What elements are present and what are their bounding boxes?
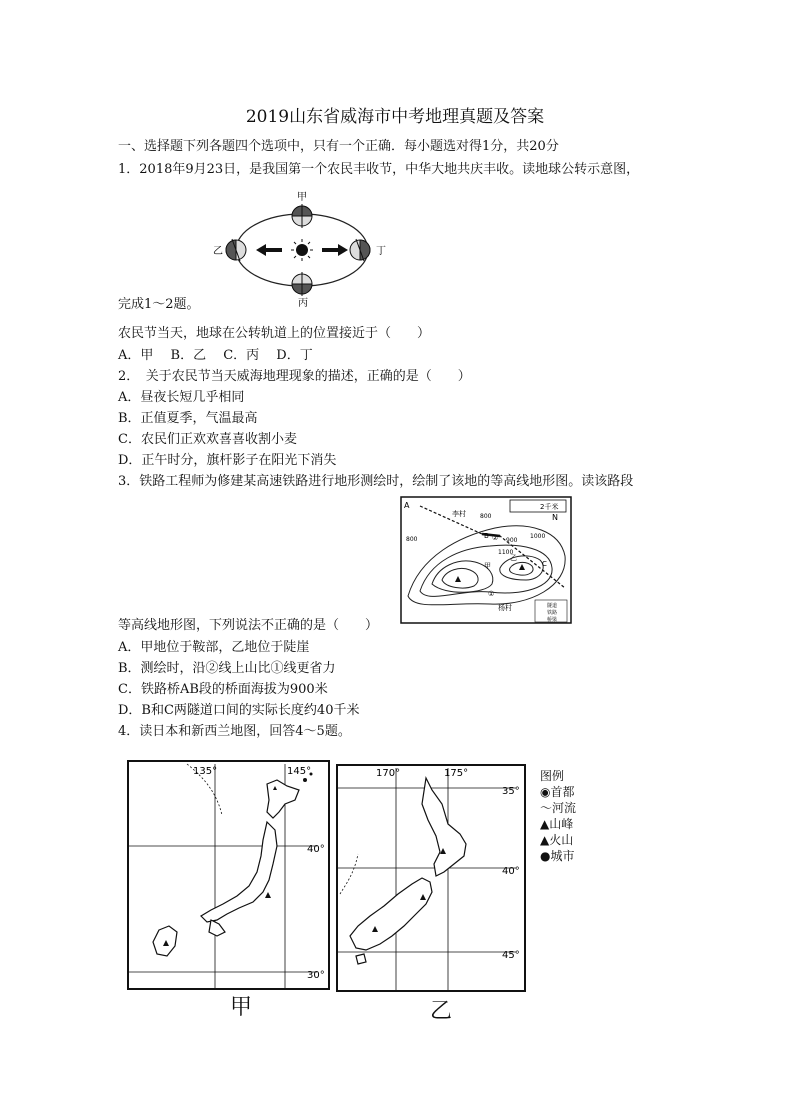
svg-text:45°: 45° [502,950,520,961]
legend-city: ●城市 [540,849,575,863]
svg-text:A: A [404,501,410,510]
svg-text:①: ① [488,590,495,598]
q1-question: 农民节当天，地球在公转轨道上的位置接近于（ ） [118,326,431,341]
svg-text:N: N [552,513,558,522]
svg-text:135°: 135° [193,766,218,777]
japan-caption: 甲 [230,995,253,1020]
legend-capital: ◉首都 [540,785,575,799]
orbit-label-bottom: 丙 [298,298,308,308]
q2-option-b: B．正值夏季，气温最高 [118,411,258,426]
q2-stem: 2． 关于农民节当天威海地理现象的描述，正确的是（ ） [118,369,471,384]
q3-option-c: C．铁路桥AB段的桥面海拔为900米 [118,682,328,697]
svg-text:170°: 170° [376,768,401,779]
svg-text:35°: 35° [502,786,520,797]
q3-option-d: D．B和C两隧道口间的实际长度约40千米 [118,703,360,718]
svg-text:B: B [484,532,489,540]
q3-option-a: A．甲地位于鞍部，乙地位于陡崖 [118,640,310,655]
q1-stem: 1．2018年9月23日，是我国第一个农民丰收节，中华大地共庆丰收。读地球公转示意图， [118,162,640,177]
svg-text:40°: 40° [502,866,520,877]
q2-option-d: D．正午时分，旗杆影子在阳光下消失 [118,453,337,468]
map-legend [540,768,576,864]
svg-text:145°: 145° [287,766,312,777]
q4-stem: 4．读日本和新西兰地图，回答4～5题。 [118,724,351,739]
q1-after-figure: 完成1～2题。 [118,297,200,312]
earth-orbit-diagram [210,188,395,308]
legend-volcano: ▲火山 [540,833,574,847]
svg-text:40°: 40° [307,844,325,855]
svg-text:乙: 乙 [510,554,517,562]
new-zealand-map [336,764,536,994]
svg-text:30°: 30° [307,970,325,981]
svg-text:1100: 1100 [498,549,514,556]
nz-caption: 乙 [430,999,453,1024]
legend-peak: ▲山峰 [540,817,574,831]
japan-map [127,760,330,992]
legend-river: ～河流 [540,801,577,815]
city-icon: ● [540,849,551,863]
peak-icon: ▲ [540,817,550,831]
legend-title: 图例 [540,769,565,783]
svg-text:800: 800 [406,536,418,543]
q2-option-a: A．昼夜长短几乎相同 [118,390,245,405]
q2-option-c: C．农民们正欢欢喜喜收割小麦 [118,432,297,447]
svg-text:铁路: 铁路 [547,610,558,616]
svg-text:杨村: 杨村 [498,604,512,612]
svg-text:隧道: 隧道 [547,603,558,609]
svg-text:175°: 175° [444,768,469,779]
capital-icon: ◉ [540,785,551,799]
q1-options: A．甲 B．乙 C．丙 D．丁 [118,348,313,363]
river-icon: ～ [540,801,553,815]
q3-after-figure: 等高线地形图，下列说法不正确的是（ ） [118,618,379,633]
q3-stem: 3．铁路工程师为修建某高速铁路进行地形测绘时，绘制了该地的等高线地形图。读该路段 [118,474,634,489]
svg-text:甲: 甲 [484,562,491,570]
q3-option-b: B．测绘时，沿②线上山比①线更省力 [118,661,336,676]
svg-text:桥梁: 桥梁 [547,617,558,623]
section-heading: 一、选择题下列各题四个选项中，只有一个正确．每小题选对得1分，共20分 [118,139,559,154]
svg-text:1000: 1000 [530,533,546,540]
svg-text:2千米: 2千米 [540,503,559,511]
svg-text:800: 800 [480,513,492,520]
orbit-label-top: 甲 [297,192,307,203]
volcano-icon: ▲ [540,833,550,847]
svg-text:C: C [542,560,547,568]
orbit-label-right: 丁 [376,246,386,257]
svg-text:900: 900 [506,537,518,544]
contour-map [400,496,572,624]
page-title: 2019山东省威海市中考地理真题及答案 [245,107,545,127]
orbit-label-left: 乙 [213,246,223,257]
svg-text:李村: 李村 [452,510,466,518]
svg-text:②: ② [492,534,499,542]
